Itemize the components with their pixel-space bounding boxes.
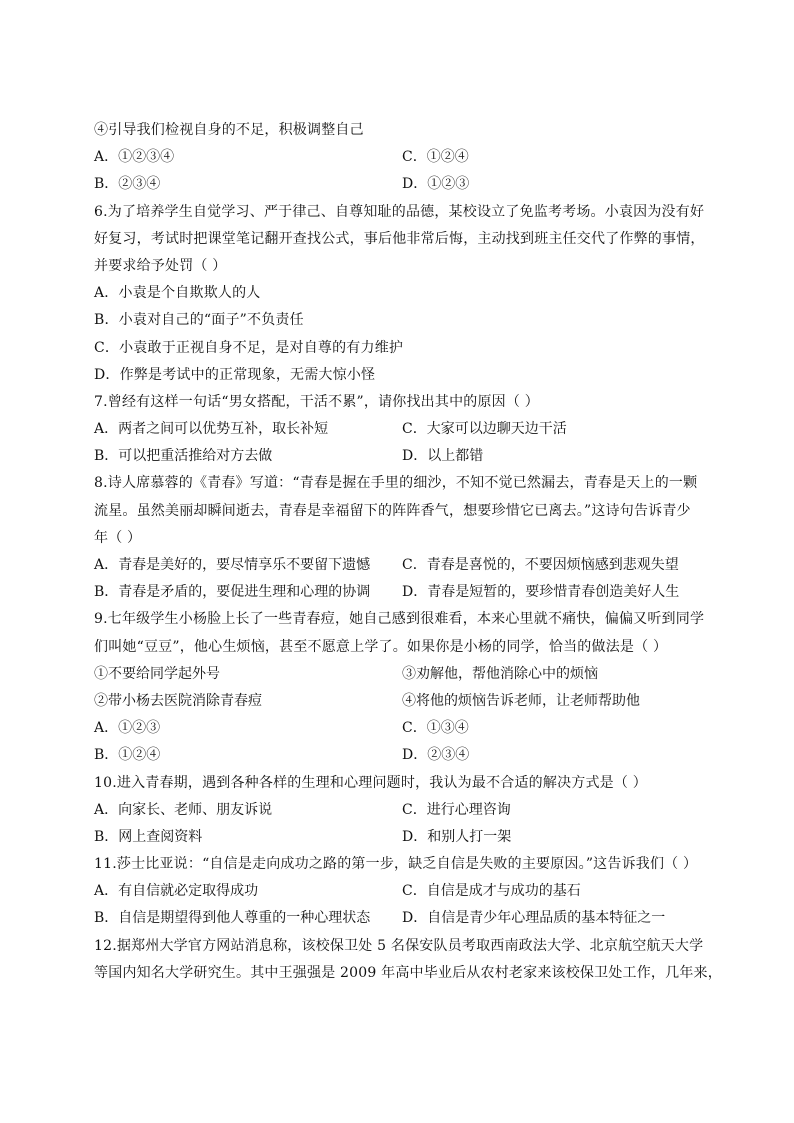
- statements-row: [94, 688, 714, 715]
- question-7-stem: 7.曾经有这样一句话“男女搭配，干活不累”，请你找出其中的原因（ ）: [94, 393, 539, 410]
- option-a: A．①②③: [94, 720, 161, 737]
- question-9-stem: 们叫她“豆豆”，他心生烦恼，甚至不愿意上学了。如果你是小杨的同学，恰当的做法是（ ）: [94, 638, 668, 655]
- option-c: C．①③④: [402, 720, 469, 737]
- statement-4: ④将他的烦恼告诉老师，让老师帮助他: [402, 692, 640, 709]
- option-d: D．和别人打一架: [402, 828, 512, 845]
- option-b: B．小袁对自己的“面子”不负责任: [94, 312, 304, 329]
- question-8-stem: 年（ ）: [94, 529, 142, 546]
- option-c: C．进行心理咨询: [402, 801, 511, 818]
- options-row: [94, 824, 714, 851]
- question-8-stem: 8.诗人席慕蓉的《青春》写道：“青春是握在手里的细沙，不知不觉已然漏去，青春是天上的一颗: [94, 475, 698, 492]
- options-row: [94, 905, 714, 932]
- option-d: D．①②③: [402, 176, 470, 193]
- options-row: [94, 579, 714, 606]
- option-d: D．青春是短暂的，要珍惜青春创造美好人生: [402, 584, 680, 601]
- option-a: A．小袁是个自欺欺人的人: [94, 285, 261, 302]
- options-row: [94, 443, 714, 470]
- option-c: C．自信是成才与成功的基石: [402, 883, 581, 900]
- option-a: A．向家长、老师、朋友诉说: [94, 801, 273, 818]
- option-c: C．大家可以边聊天边干活: [402, 421, 567, 438]
- question-content: [94, 117, 722, 987]
- options-row: [94, 416, 714, 443]
- option-d: D．以上都错: [402, 448, 484, 465]
- option-c: C．青春是喜悦的，不要因烦恼感到悲观失望: [402, 557, 679, 573]
- option-a: A．①②③④: [94, 149, 175, 166]
- option-a: A．青春是美好的，要尽情享乐不要留下遗憾: [94, 557, 371, 573]
- option-b: B．①②④: [94, 747, 161, 764]
- option-b: B．自信是期望得到他人尊重的一种心理状态: [94, 910, 371, 927]
- options-row: [94, 878, 714, 905]
- option-b: B．网上查阅资料: [94, 828, 203, 845]
- option-a: A．有自信就必定取得成功: [94, 883, 259, 900]
- option-b: B．青春是矛盾的，要促进生理和心理的协调: [94, 584, 371, 601]
- question-6-stem: 6.为了培养学生自觉学习、严于律己、自尊知耻的品德，某校设立了免监考考场。小袁因为没有好: [94, 203, 705, 220]
- option-a: A．两者之间可以优势互补，取长补短: [94, 421, 329, 438]
- question-11-stem: 11.莎士比亚说：“自信是走向成功之路的第一步，缺乏自信是失败的主要原因。”这告诉我们（ ）: [94, 856, 698, 873]
- question-12-stem: 12.据郑州大学官方网站消息称，该校保卫处 5 名保安队员考取西南政法大学、北京航空航天大学: [94, 937, 704, 954]
- statement-3: ③劝解他，帮他消除心中的烦恼: [402, 665, 598, 682]
- question-12-stem: 等国内知名大学研究生。其中王强强是 2009 年高中毕业后从农村老家来该校保卫处工作，几年来，: [94, 964, 722, 981]
- statement-4: ④引导我们检视自身的不足，积极调整自己: [94, 122, 364, 138]
- question-10-stem: 10.进入青春期，遇到各种各样的生理和心理问题时，我认为最不合适的解决方式是（ ）: [94, 774, 647, 791]
- options-row: [94, 552, 714, 579]
- options-row: [94, 171, 714, 198]
- options-row: [94, 797, 714, 824]
- options-row: [94, 144, 714, 171]
- option-d: D．作弊是考试中的正常现象，无需大惊小怪: [94, 366, 376, 383]
- question-8-stem: 流星。虽然美丽却瞬间逝去，青春是幸福留下的阵阵香气，想要珍惜它已离去。”这诗句告诉青少: [94, 502, 691, 519]
- question-6-stem: 好复习，考试时把课堂笔记翻开查找公式，事后他非常后悔，主动找到班主任交代了作弊的事情，: [94, 230, 705, 247]
- option-b: B．可以把重活推给对方去做: [94, 448, 273, 465]
- statement-2: ②带小杨去医院消除青春痘: [94, 692, 262, 709]
- statements-row: [94, 661, 714, 688]
- option-c: C．小袁敢于正视自身不足，是对自尊的有力维护: [94, 339, 404, 356]
- option-d: D．②③④: [402, 747, 470, 764]
- option-b: B．②③④: [94, 176, 161, 193]
- option-c: C．①②④: [402, 149, 469, 166]
- statement-1: ①不要给同学起外号: [94, 665, 220, 682]
- option-d: D．自信是青少年心理品质的基本特征之一: [402, 910, 666, 927]
- options-row: [94, 742, 714, 769]
- question-6-stem: 并要求给予处罚（ ）: [94, 257, 227, 274]
- question-9-stem: 9.七年级学生小杨脸上长了一些青春痘，她自己感到很难看，本来心里就不痛快，偏偏又听到同学: [94, 611, 705, 628]
- options-row: [94, 715, 714, 742]
